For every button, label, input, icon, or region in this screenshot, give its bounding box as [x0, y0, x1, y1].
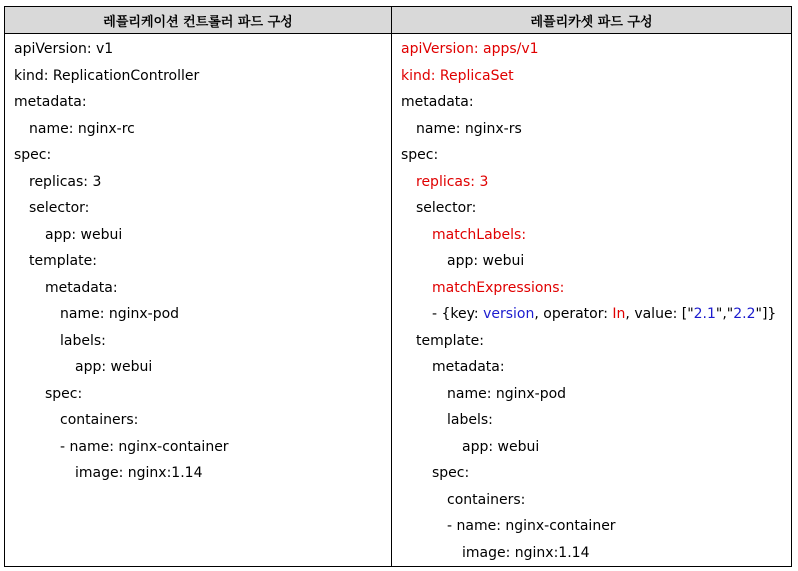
yaml-line: metadata:: [45, 279, 118, 296]
match-expr-key: version: [483, 306, 535, 322]
rc-yaml-column: [5, 34, 392, 567]
match-expr-mid2: , value: [": [625, 306, 694, 322]
yaml-line-highlight: apiVersion: apps/v1: [401, 41, 539, 57]
yaml-line: labels:: [60, 332, 106, 349]
yaml-line: name: nginx-pod: [60, 306, 180, 322]
yaml-line: - name: nginx-container: [447, 518, 616, 534]
yaml-line: template:: [29, 253, 97, 269]
yaml-line: image: nginx:1.14: [462, 544, 590, 561]
match-expr-operator: In: [612, 306, 626, 322]
yaml-line: containers:: [60, 412, 139, 428]
yaml-line: - name: nginx-container: [60, 438, 229, 455]
yaml-line: app: webui: [75, 359, 153, 375]
yaml-line: selector:: [416, 200, 477, 216]
yaml-line-highlight: replicas: 3: [416, 173, 489, 190]
match-expr-sep: ",": [715, 306, 734, 322]
header-row: [5, 7, 792, 34]
comparison-table: [4, 6, 792, 567]
match-expr-value-1: 2.1: [693, 306, 716, 322]
header-replicaset: 레플리카셋 파드 구성: [392, 7, 792, 34]
yaml-line: containers:: [447, 491, 526, 508]
yaml-line: template:: [416, 332, 484, 349]
yaml-line: apiVersion: v1: [14, 41, 114, 57]
yaml-line-highlight: matchLabels:: [432, 226, 527, 243]
match-expressions-line: [392, 301, 791, 328]
yaml-line: name: nginx-rs: [416, 120, 522, 137]
yaml-line: kind: ReplicationController: [14, 67, 200, 84]
yaml-line: spec:: [14, 147, 52, 163]
yaml-line-highlight: kind: ReplicaSet: [401, 67, 514, 84]
match-expr-mid1: , operator:: [534, 306, 613, 322]
yaml-line: selector:: [29, 200, 90, 216]
match-expr-prefix: - {key:: [432, 306, 484, 322]
yaml-line: app: webui: [462, 438, 540, 455]
yaml-line: name: nginx-rc: [29, 120, 135, 137]
yaml-line: spec:: [432, 465, 470, 481]
yaml-line: name: nginx-pod: [447, 385, 567, 402]
match-expr-value-2: 2.2: [733, 306, 756, 322]
yaml-line: replicas: 3: [29, 173, 102, 190]
rs-yaml-column: [392, 34, 792, 567]
match-expr-suffix: "]}: [755, 306, 777, 322]
yaml-line: spec:: [45, 385, 83, 402]
body-row: [5, 34, 792, 567]
yaml-line: spec:: [401, 147, 439, 163]
yaml-line: image: nginx:1.14: [75, 465, 203, 481]
yaml-line: metadata:: [14, 94, 87, 110]
yaml-line: metadata:: [432, 359, 505, 375]
yaml-line-highlight: matchExpressions:: [432, 279, 565, 296]
header-replication-controller: 레플리케이션 컨트롤러 파드 구성: [5, 7, 392, 34]
yaml-line: app: webui: [447, 253, 525, 269]
yaml-line: app: webui: [45, 226, 123, 243]
yaml-line: labels:: [447, 412, 493, 428]
yaml-line: metadata:: [401, 94, 474, 110]
